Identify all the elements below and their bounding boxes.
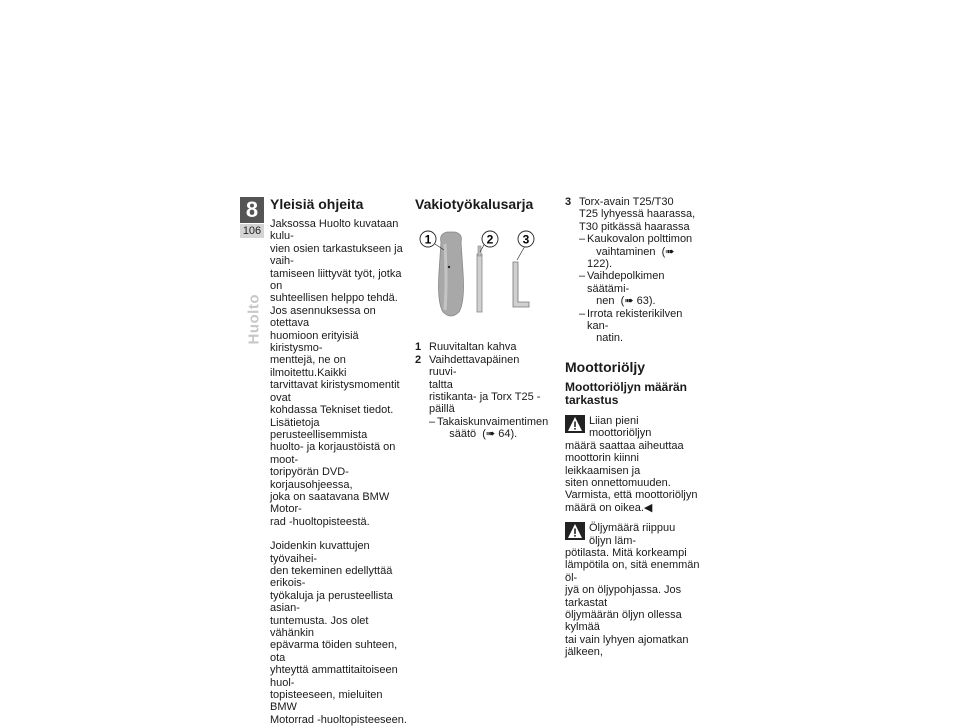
- heading-engine-oil: Moottoriöljy: [565, 358, 646, 375]
- list-item: 2 Vaihdettavapäinen ruuvi- taltta ristikanta- ja Torx T25 - päillä – Takaiskunvaimentimen säätö (➠ 64).: [415, 353, 549, 441]
- list-item: 1 Ruuvitaltan kahva: [415, 341, 517, 354]
- section-label: Huolto: [245, 294, 263, 345]
- sub-item: – Vaihdepolkimen säätämi- nen (➠ 63).: [579, 270, 665, 308]
- subheading-oil-level-check: Moottoriöljyn määrän tarkastus: [565, 379, 688, 407]
- callout-1: 1: [424, 232, 432, 247]
- warning-icon: [565, 415, 585, 433]
- list-item: 3 Torx-avain T25/T30 T25 lyhyessä haarassa, T30 pitkässä haarassa – Kaukovalon polttimon vaihtaminen (➠ 122). – Vaihdepolkimen säätämi- nen (➠ 63). – Irrota rekisterikilven kan- natin.: [565, 196, 700, 345]
- heading-standard-toolkit: Vakiotyökalusarja: [415, 196, 534, 212]
- sub-item: – Takaiskunvaimentimen säätö (➠ 64).: [429, 415, 549, 441]
- warning-icon: [565, 522, 585, 540]
- torx-key-image: [513, 262, 529, 307]
- callout-3: 3: [522, 232, 530, 247]
- page-number: 106: [240, 224, 264, 238]
- column-standard-toolkit: [415, 196, 549, 441]
- sub-item: – Kaukovalon polttimon vaihtaminen (➠ 122).: [579, 233, 693, 271]
- toolkit-figure: [415, 224, 540, 324]
- column-engine-oil: [565, 196, 700, 659]
- chapter-number: 8: [240, 197, 264, 223]
- paragraph-intro: Jaksossa Huolto kuvataan kulu- vien osien tarkastukseen ja vaih- tamiseen liittyvät työt, jotka on suhteellisen helppo tehdä. Jos asennuksessa on otettava huomioon erityisiä kiristysmo- menttejä, ne on ilmoitettu.Kaikki tarvittavat kiristysmomentit ovat kohdassa Tekniset tiedot. Lisätietoja perusteellisemmista huolto- ja korjaustöistä on moot- toripyörän DVD-korjausohjeessa, joka on saatavana BMW Motor- rad -huoltopisteestä.: [270, 218, 403, 528]
- callout-2: 2: [486, 232, 494, 247]
- warning-oil-temperature: Öljymäärä riippuu öljyn läm- pötilasta. Mitä korkeampi lämpötila on, sitä enemmän öl- jyä on öljypohjassa. Jos tarkastat öljymäärän öljyn ollessa kylmää tai vain lyhyen ajomatkan jälkeen,: [565, 522, 700, 659]
- column-general-instructions: [270, 196, 410, 726]
- sub-item: – Irrota rekisterikilven kan- natin.: [579, 307, 683, 345]
- warning-low-oil: Liian pieni moottoriöljyn määrä saattaa aiheuttaa moottorin kiinni leikkaamisen ja siten onnettomuuden. Varmista, että moottoriöljyn määrä on oikea.◀: [565, 414, 698, 514]
- screwdriver-handle-image: [439, 232, 464, 316]
- screwdriver-bit-image: [477, 254, 482, 312]
- paragraph-special-tools: Joidenkin kuvattujen työvaihei- den tekeminen edellyttää erikois- työkaluja ja perusteellista asian- tuntemusta. Jos olet vähänkin epävarma töiden suhteen, ota yhteyttä ammattitaitoiseen huol- topisteeseen, mieluiten BMW Motorrad -huoltopisteeseen.: [270, 540, 407, 726]
- heading-general-instructions: Yleisiä ohjeita: [270, 196, 364, 212]
